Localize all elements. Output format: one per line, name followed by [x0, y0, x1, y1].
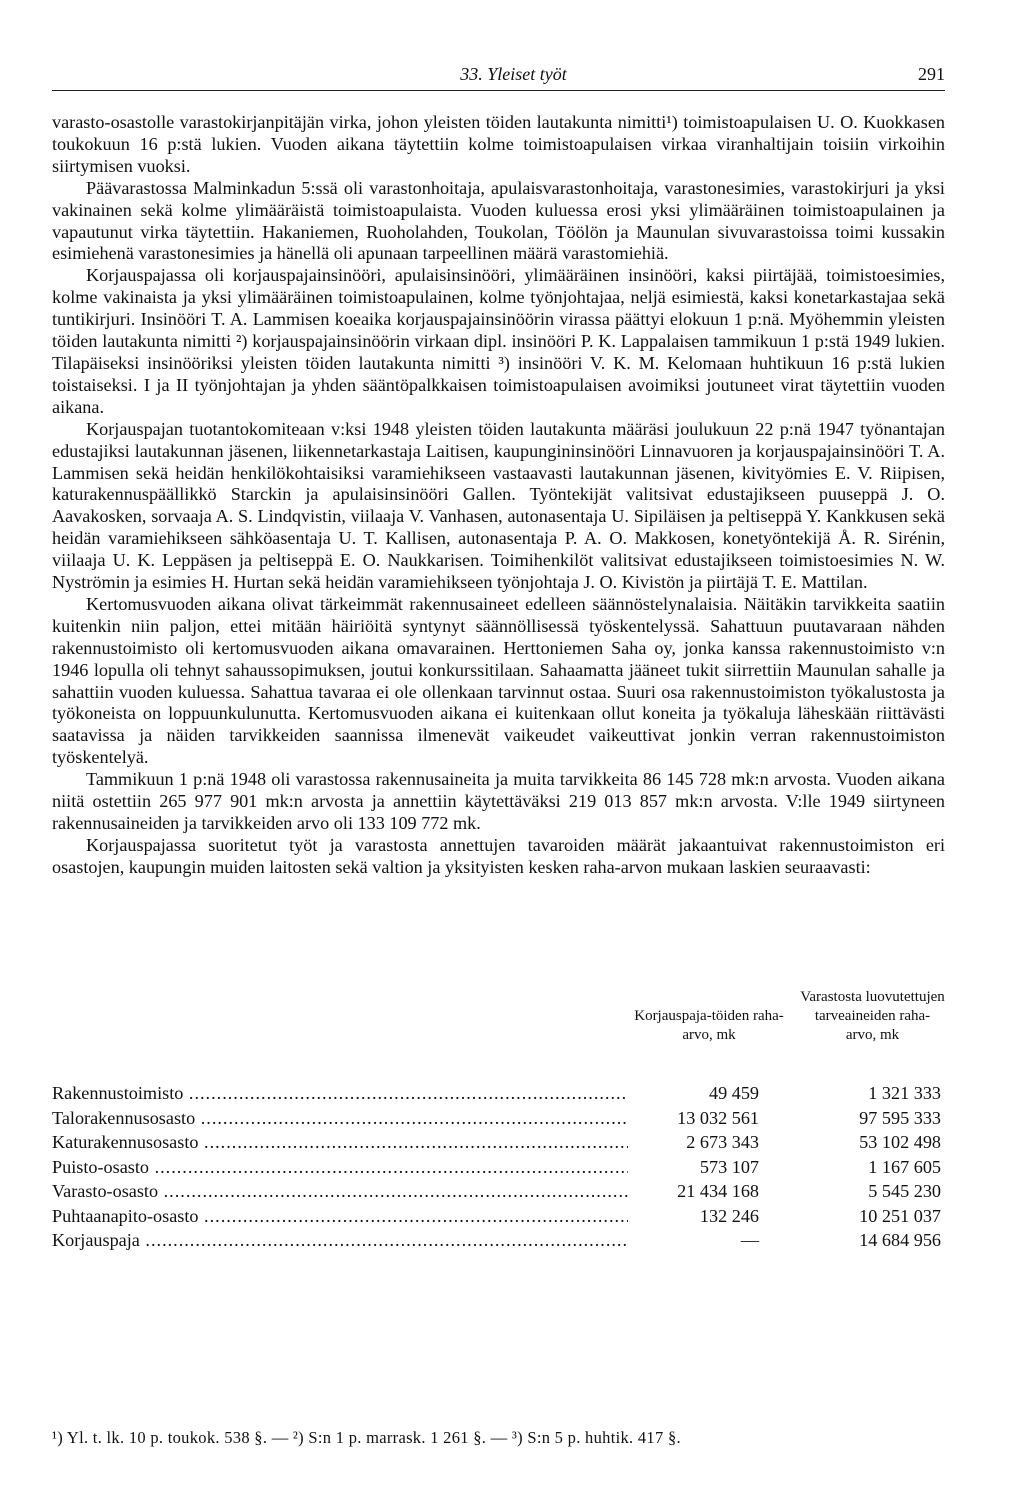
footnotes: ¹) Yl. t. lk. 10 p. toukok. 538 §. — ²) S:n 1 p. marrask. 1 261 §. — ³) S:n 5 p. huhtik. 417 §. — [52, 1428, 681, 1447]
paragraph: Korjauspajassa suoritetut työt ja varastosta annettujen tavaroiden määrät jakaantuivat rakennustoimiston eri osastojen, kaupungin muiden laitosten sekä valtion ja yksityisten kesken raha-arvon mukaan laskien seuraavasti: — [52, 834, 945, 877]
repair-value: 21 434 168 — [671, 1179, 759, 1204]
supply-value: 53 102 498 — [859, 1132, 941, 1152]
repair-value: — — [735, 1228, 759, 1253]
table-row — [52, 1106, 945, 1131]
row-label: Rakennustoimisto ..... — [52, 1081, 628, 1106]
supply-value: 10 251 037 — [859, 1205, 941, 1226]
supply-value: 5 545 230 — [868, 1181, 941, 1201]
table-row — [52, 1081, 945, 1106]
supply-value: 1 321 333 — [868, 1083, 941, 1103]
paragraph: Korjauspajan tuotantokomiteaan v:ksi 1948 yleisten töiden lautakunta määräsi joulukuun 22 p:nä 1947 työnantajan edustajiksi lautakunnan jäsenen, liikennetarkastaja Laitisen, kaupungininsinööri Linnavuoren ja korjauspajainsinööri T. A. Lammisen sekä heidän henkilökohtaisiksi varamiehikseen vastaavasti lautakunnan jäsenen, kivityömies E. V. Riipisen, katurakennuspäällikkö Starckin ja apulaisinsinööri Gallen. Työntekijät valitsivat edustajikseen puuseppä J. O. Aavakosken, sorvaaja A. S. Lindqvistin, viilaaja V. Vanhasen, autonasentaja U. Sipiläisen ja peltiseppä Y. Kankkusen sekä heidän varamiehikseen sähköasentaja U. T. Kallisen, autonasentaja P. A. O. Makkosen, konetyöntekijä Å. R. Sirénin, viilaaja U. K. Leppäsen ja peltiseppä E. O. Naukkarisen. Toimihenkilöt valitsivat edustajikseen toimistoesimies N. W. Nyströmin ja esimies H. Hurtan sekä heidän varamiehikseen työnjohtaja J. O. Kivistön ja piirtäjä T. E. Mattilan. — [52, 418, 945, 593]
row-label: Puhtaanapito-osasto ..... — [52, 1204, 628, 1229]
paragraph: Tammikuun 1 p:nä 1948 oli varastossa rakennusaineita ja muita tarvikkeita 86 145 728 mk:n arvosta. Vuoden aikana niitä ostettiin 265 977 901 mk:n arvosta ja annettiin käytettäväksi 219 013 857 mk:n arvosta. V:lle 1949 siirtyneen rakennusaineiden ja tarvikkeiden arvo oli 133 109 772 mk. — [52, 769, 945, 833]
supply-value: 14 684 956 — [859, 1230, 941, 1250]
row-label: Puisto-osasto ..... — [52, 1155, 628, 1180]
table-header — [52, 988, 945, 1081]
table-row — [52, 1179, 945, 1204]
row-label: Varasto-osasto ..... — [52, 1179, 628, 1204]
table-row — [52, 1155, 945, 1180]
supply-value: 1 167 605 — [868, 1156, 941, 1177]
row-label: Talorakennusosasto ..... — [52, 1106, 628, 1131]
body-text — [52, 112, 945, 879]
page-number: 291 — [918, 64, 945, 84]
row-label: Korjauspaja ..... — [52, 1228, 628, 1253]
paragraph: varasto-osastolle varastokirjanpitäjän virka, johon yleisten töiden lautakunta nimitti¹) toimistoapulaisen U. O. Kuokkasen toukokuun 16 p:stä lukien. Vuoden aikana täytettiin kolme toimistoapulaisen virkaa viranhaltijain toisiin virkoihin siirtymisen vuoksi. — [52, 112, 945, 176]
section-title: 33. Yleiset työt — [460, 64, 567, 84]
running-header — [52, 60, 945, 91]
paragraph: Korjauspajassa oli korjauspajainsinööri, apulaisinsinööri, ylimääräinen insinööri, kaksi piirtäjää, toimistoesimies, kolme vakinaista ja yksi ylimääräinen toimistoapulainen, kolme työnjohtajaa, neljä esimiestä, kaksi konetarkastajaa sekä tuntikirjuri. Insinööri T. A. Lammisen koeaika korjauspajainsinöörin virassa päättyi elokuun 1 p:nä. Myöhemmin yleisten töiden lautakunta nimitti ²) korjauspajainsinöörin virkaan dipl. insinööri P. K. Lappalaisen tammikuun 1 p:stä 1949 lukien. Tilapäiseksi insinööriksi yleisten töiden lautakunta nimitti ³) insinööri V. K. M. Kelomaan huhtikuun 16 p:stä lukien toistaiseksi. I ja II työnjohtajan ja yhden sääntöpalkkaisen toimistoapulaisen avoimiksi joutuneet virat täytettiin vuoden aikana. — [52, 265, 945, 417]
repair-value: 13 032 561 — [671, 1106, 759, 1131]
row-label: Katurakennusosasto ..... — [52, 1130, 628, 1155]
repair-value: 132 246 — [694, 1204, 759, 1229]
column-header-repair-value: Korjauspaja-töiden raha-arvo, mk — [634, 1008, 784, 1043]
value-table — [52, 988, 945, 1253]
table-row — [52, 1204, 945, 1229]
repair-value: 2 673 343 — [680, 1130, 759, 1155]
supply-value: 97 595 333 — [859, 1107, 941, 1128]
repair-value: 49 459 — [703, 1081, 759, 1106]
table-row — [52, 1228, 945, 1253]
paragraph: Päävarastossa Malminkadun 5:ssä oli varastonhoitaja, apulaisvarastonhoitaja, varastonesimies, varastokirjuri ja yksi vakinainen sekä kolme ylimääräistä toimistoapulaista. Vuoden kuluessa erosi yksi ylimääräinen toimistoapulainen ja vapautunut virka täytettiin. Hakaniemen, Ruoholahden, Toukolan, Töölön ja Maunulan sivuvarastoissa toimi kussakin esimiehenä varastonesimies ja hänellä oli apunaan tarpeellinen määrä varastomiehiä. — [52, 177, 945, 264]
column-header-supply-value: Varastosta luovutettujen tarveaineiden raha-arvo, mk — [800, 989, 945, 1043]
repair-value: 573 107 — [694, 1155, 759, 1180]
paragraph: Kertomusvuoden aikana olivat tärkeimmät rakennusaineet edelleen säännöstelynalaisia. Näitäkin tarvikkeita saatiin kuitenkin niin paljon, ettei mitään häiriöitä syntynyt säännöllisessä työskentelyssä. Sahattuun puutavaraan nähden rakennustoimisto oli kertomusvuoden aikana omavarainen. Herttoniemen Saha oy, jonka kanssa rakennustoimisto v:n 1946 lopulla oli tehnyt sahaussopimuksen, joutui konkurssitilaan. Sahaamatta jääneet tukit siirrettiin Maunulan sahalle ja sahattiin vuoden kuluessa. Sahattua tavaraa ei ole ollenkaan tarvinnut ostaa. Suuri osa rakennustoimiston työkalustosta ja työkoneista on loppuunkulunutta. Kertomusvuoden aikana ei kuitenkaan ollut koneita ja työkaluja läheskään riittävästi saatavissa ja näiden tarvikkeiden saannissa ilmenevät vaikeudet vaikeuttivat jonkin verran rakennustoimiston työskentelyä. — [52, 593, 945, 768]
table-row — [52, 1130, 945, 1155]
